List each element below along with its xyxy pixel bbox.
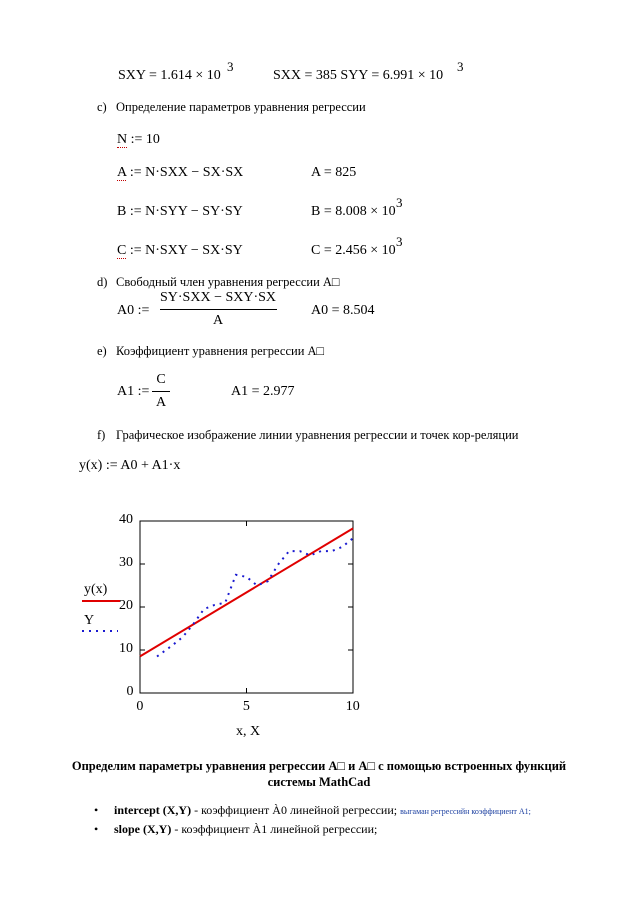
bullet-intercept (94, 803, 531, 818)
legend-label-y: Y (84, 613, 95, 628)
legend-line-solid (82, 599, 122, 603)
section-d-label: d) (97, 275, 108, 289)
a-expression: := N·SXX − SX·SX (126, 165, 244, 180)
mathcad-heading-line2: системы MathCad (267, 775, 371, 789)
x-axis-label: x, X (236, 724, 261, 739)
b-result: B = 8.008 × 10 (311, 204, 396, 219)
legend-line-dotted (82, 629, 122, 633)
a-result: A = 825 (311, 165, 357, 180)
slope-description: - коэффициент À1 линейной регрессии; (171, 822, 378, 836)
a1-result: A1 = 2.977 (231, 384, 295, 399)
bullet-dot-icon: • (94, 803, 99, 817)
section-f-label: f) (97, 428, 106, 442)
slope-function-name: slope (114, 822, 141, 836)
a0-numerator: SY·SXX − SXY·SX (160, 290, 277, 305)
section-f-title: Графическое изображение линии уравнения регрессии и точек кор-реляции (116, 428, 519, 442)
a0-result: A0 = 8.504 (311, 303, 375, 318)
function-definition: y(x) := A0 + A1·x (79, 458, 181, 473)
bullet-dot-icon: • (94, 822, 99, 836)
intercept-note: выгаман регрессийн коэффициент A1; (400, 807, 531, 816)
y-tick-label: 0 (126, 684, 134, 699)
x-tick-label: 5 (242, 699, 250, 714)
n-variable: N (117, 132, 128, 147)
c-expression: := N·SXY − SX·SY (126, 243, 243, 258)
bullet-slope (94, 822, 378, 837)
legend-label-yx: y(x) (84, 582, 108, 597)
n-value: := 10 (127, 132, 160, 147)
intercept-description: - коэффициент À0 линейной регрессии; (191, 803, 398, 817)
a0-lhs: A0 := (117, 303, 150, 318)
series-line-yx (140, 528, 353, 656)
c-variable: C (117, 243, 127, 258)
syy-exponent: 3 (457, 59, 464, 74)
b-definition: B := N·SYY − SY·SY (117, 204, 243, 219)
series-line-Y (157, 538, 353, 656)
sxy-result: SXY = 1.614 × 10 (118, 68, 221, 83)
y-tick-label: 40 (119, 512, 133, 527)
intercept-args: (X,Y) (159, 803, 192, 817)
y-tick-label: 10 (119, 641, 133, 656)
a1-numerator: C (156, 372, 166, 387)
sxy-exponent: 3 (227, 59, 234, 74)
a1-lhs: A1 := (117, 384, 150, 399)
section-c-title: Определение параметров уравнения регрессии (116, 100, 366, 114)
c-exponent: 3 (396, 234, 403, 249)
section-d-title: Свободный член уравнения регрессии А□ (116, 275, 340, 289)
slope-args: (X,Y) (140, 822, 172, 836)
b-exponent: 3 (396, 195, 403, 210)
sxx-syy-result: SXX = 385 SYY = 6.991 × 10 (273, 68, 444, 83)
x-tick-label: 10 (345, 699, 360, 714)
a1-denominator: A (155, 395, 167, 410)
section-e-label: e) (97, 344, 107, 358)
a0-denominator: A (212, 313, 224, 328)
x-tick-label: 0 (136, 699, 144, 714)
intercept-function-name: intercept (114, 803, 160, 817)
c-result: C = 2.456 × 10 (311, 243, 396, 258)
section-c-label: c) (97, 100, 107, 114)
mathcad-heading-line1: Определим параметры уравнения регрессии А□ и А□ с помощью встроенных функций (71, 759, 567, 773)
y-tick-label: 20 (119, 598, 133, 613)
a-variable: A (117, 165, 127, 180)
y-tick-label: 30 (119, 555, 133, 570)
section-e-title: Коэффициент уравнения регрессии А□ (116, 344, 325, 358)
series-layer (140, 528, 353, 656)
